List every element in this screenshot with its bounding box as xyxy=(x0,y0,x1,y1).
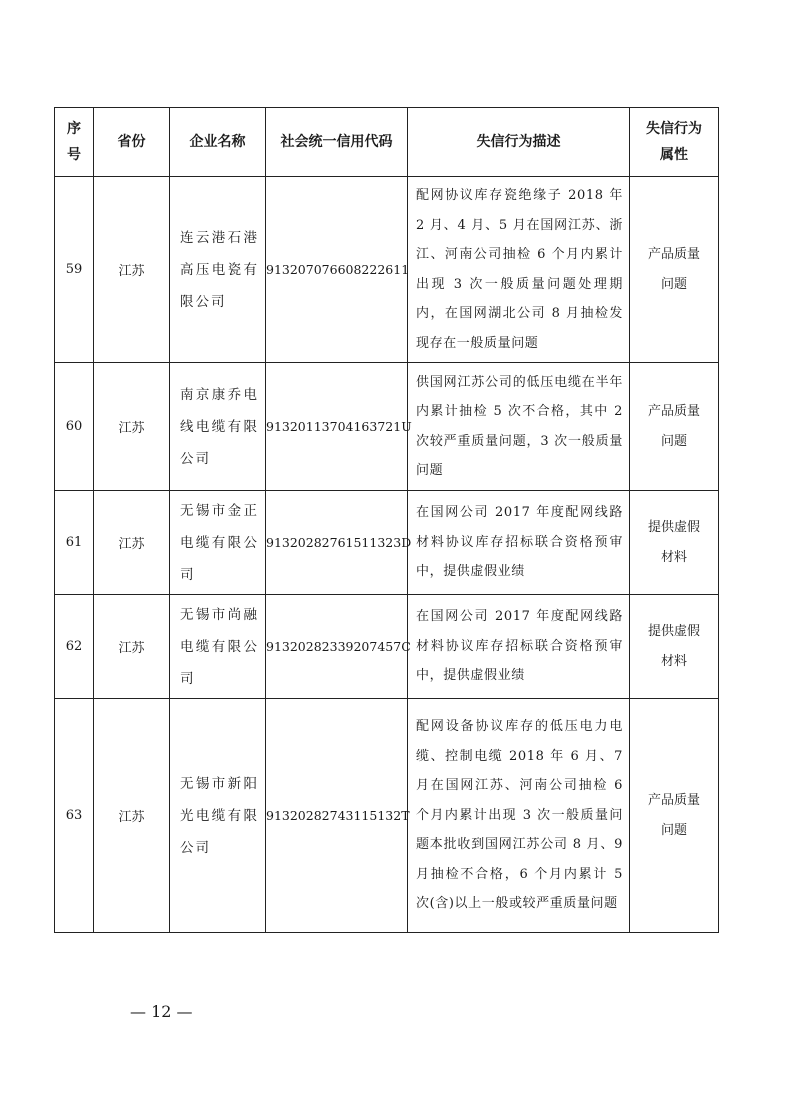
header-credit-code: 社会统一信用代码 xyxy=(266,108,408,177)
blacklist-table xyxy=(54,107,719,933)
row-seq: 59 xyxy=(55,177,94,363)
row-description: 在国网公司 2017 年度配网线路材料协议库存招标联合资格预审中，提供虚假业绩 xyxy=(408,491,630,595)
row-attribute: 提供虚假材料 xyxy=(630,595,719,699)
row-province: 江苏 xyxy=(94,595,170,699)
header-attribute: 失信行为属性 xyxy=(630,108,719,177)
header-province: 省份 xyxy=(94,108,170,177)
row-credit-code: 91320113704163721U xyxy=(266,363,408,491)
table-row xyxy=(55,595,719,699)
table-row xyxy=(55,491,719,595)
row-attribute: 提供虚假材料 xyxy=(630,491,719,595)
row-attribute: 产品质量问题 xyxy=(630,363,719,491)
header-seq: 序号 xyxy=(55,108,94,177)
row-company: 南京康乔电线电缆有限公司 xyxy=(170,363,266,491)
row-company: 无锡市金正电缆有限公司 xyxy=(170,491,266,595)
row-description: 配网协议库存瓷绝缘子 2018 年 2 月、4 月、5 月在国网江苏、浙江、河南公司抽检 6 个月内累计出现 3 次一般质量问题处理期内，在国网湖北公司 8 月抽检发现存在一般质量问题 xyxy=(408,177,630,363)
row-credit-code: 91320282761511323D xyxy=(266,491,408,595)
table-row xyxy=(55,699,719,933)
table-header-row xyxy=(55,108,719,177)
row-seq: 60 xyxy=(55,363,94,491)
row-province: 江苏 xyxy=(94,491,170,595)
page-number: — 12 — xyxy=(130,1002,193,1021)
row-province: 江苏 xyxy=(94,177,170,363)
row-seq: 61 xyxy=(55,491,94,595)
table-row xyxy=(55,177,719,363)
row-seq: 63 xyxy=(55,699,94,933)
row-description: 在国网公司 2017 年度配网线路材料协议库存招标联合资格预审中，提供虚假业绩 xyxy=(408,595,630,699)
row-company: 连云港石港高压电瓷有限公司 xyxy=(170,177,266,363)
table-row xyxy=(55,363,719,491)
row-province: 江苏 xyxy=(94,699,170,933)
header-description: 失信行为描述 xyxy=(408,108,630,177)
row-credit-code: 91320282743115132T xyxy=(266,699,408,933)
row-province: 江苏 xyxy=(94,363,170,491)
row-description: 配网设备协议库存的低压电力电缆、控制电缆 2018 年 6 月、7 月在国网江苏、河南公司抽检 6 个月内累计出现 3 次一般质量问题本批收到国网江苏公司 8 月、9 月抽检不合格，6 个月内累计 5 次(含)以上一般或较严重质量问题 xyxy=(408,699,630,933)
row-credit-code: 91320282339207457C xyxy=(266,595,408,699)
row-attribute: 产品质量问题 xyxy=(630,177,719,363)
row-attribute: 产品质量问题 xyxy=(630,699,719,933)
row-company: 无锡市新阳光电缆有限公司 xyxy=(170,699,266,933)
row-credit-code: 913207076608222611 xyxy=(266,177,408,363)
row-seq: 62 xyxy=(55,595,94,699)
row-description: 供国网江苏公司的低压电缆在半年内累计抽检 5 次不合格，其中 2 次较严重质量问题，3 次一般质量问题 xyxy=(408,363,630,491)
row-company: 无锡市尚融电缆有限公司 xyxy=(170,595,266,699)
header-company: 企业名称 xyxy=(170,108,266,177)
